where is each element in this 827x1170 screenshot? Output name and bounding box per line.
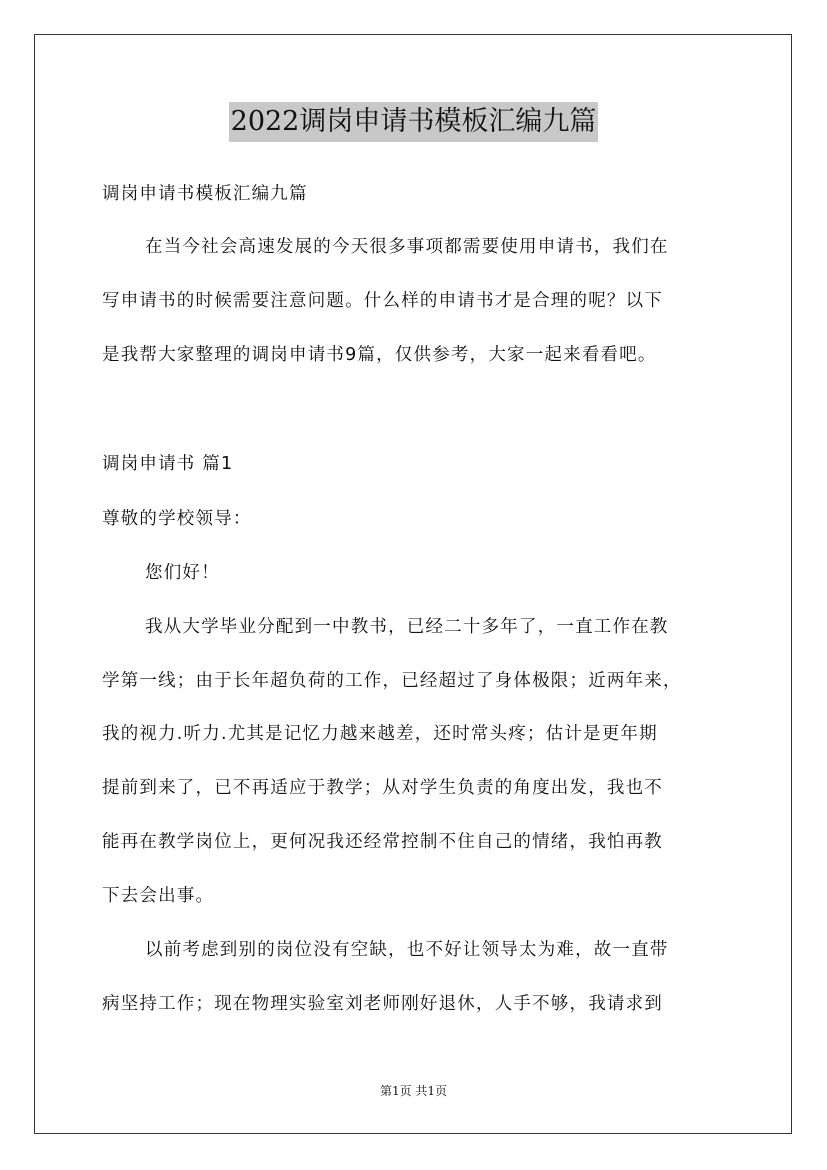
paragraph1-line-4: 提前到来了，已不再适应于教学；从对学生负责的角度出发，我也不 xyxy=(102,778,663,798)
intro-line-2: 写申请书的时候需要注意问题。什么样的申请书才是合理的呢？以下 xyxy=(102,291,663,311)
intro-line-3: 是我帮大家整理的调岗申请书9篇，仅供参考，大家一起来看看吧。 xyxy=(102,345,657,365)
document-title: 2022调岗申请书模板汇编九篇 xyxy=(229,102,599,142)
title-container xyxy=(0,102,827,142)
paragraph2-line-2: 病坚持工作；现在物理实验室刘老师刚好退休，人手不够，我请求到 xyxy=(102,994,663,1014)
section-heading: 调岗申请书 篇1 xyxy=(102,454,234,474)
paragraph1-line-1: 我从大学毕业分配到一中教书，已经二十多年了，一直工作在教 xyxy=(145,617,669,637)
paragraph1-line-3: 我的视力.听力.尤其是记忆力越来越差，还时常头疼；估计是更年期 xyxy=(102,724,658,744)
greeting: 您们好！ xyxy=(145,563,220,583)
document-subtitle: 调岗申请书模板汇编九篇 xyxy=(102,184,308,204)
salutation: 尊敬的学校领导： xyxy=(102,509,252,529)
paragraph2-line-1: 以前考虑到别的岗位没有空缺，也不好让领导太为难，故一直带 xyxy=(145,940,669,960)
paragraph1-line-2: 学第一线；由于长年超负荷的工作，已经超过了身体极限；近两年来， xyxy=(102,671,682,691)
paragraph1-line-5: 能再在教学岗位上，更何况我还经常控制不住自己的情绪，我怕再教 xyxy=(102,832,663,852)
page-footer: 第1页 共1页 xyxy=(379,1084,448,1098)
paragraph1-line-6: 下去会出事。 xyxy=(102,886,215,906)
intro-line-1: 在当今社会高速发展的今天很多事项都需要使用申请书，我们在 xyxy=(145,237,669,257)
